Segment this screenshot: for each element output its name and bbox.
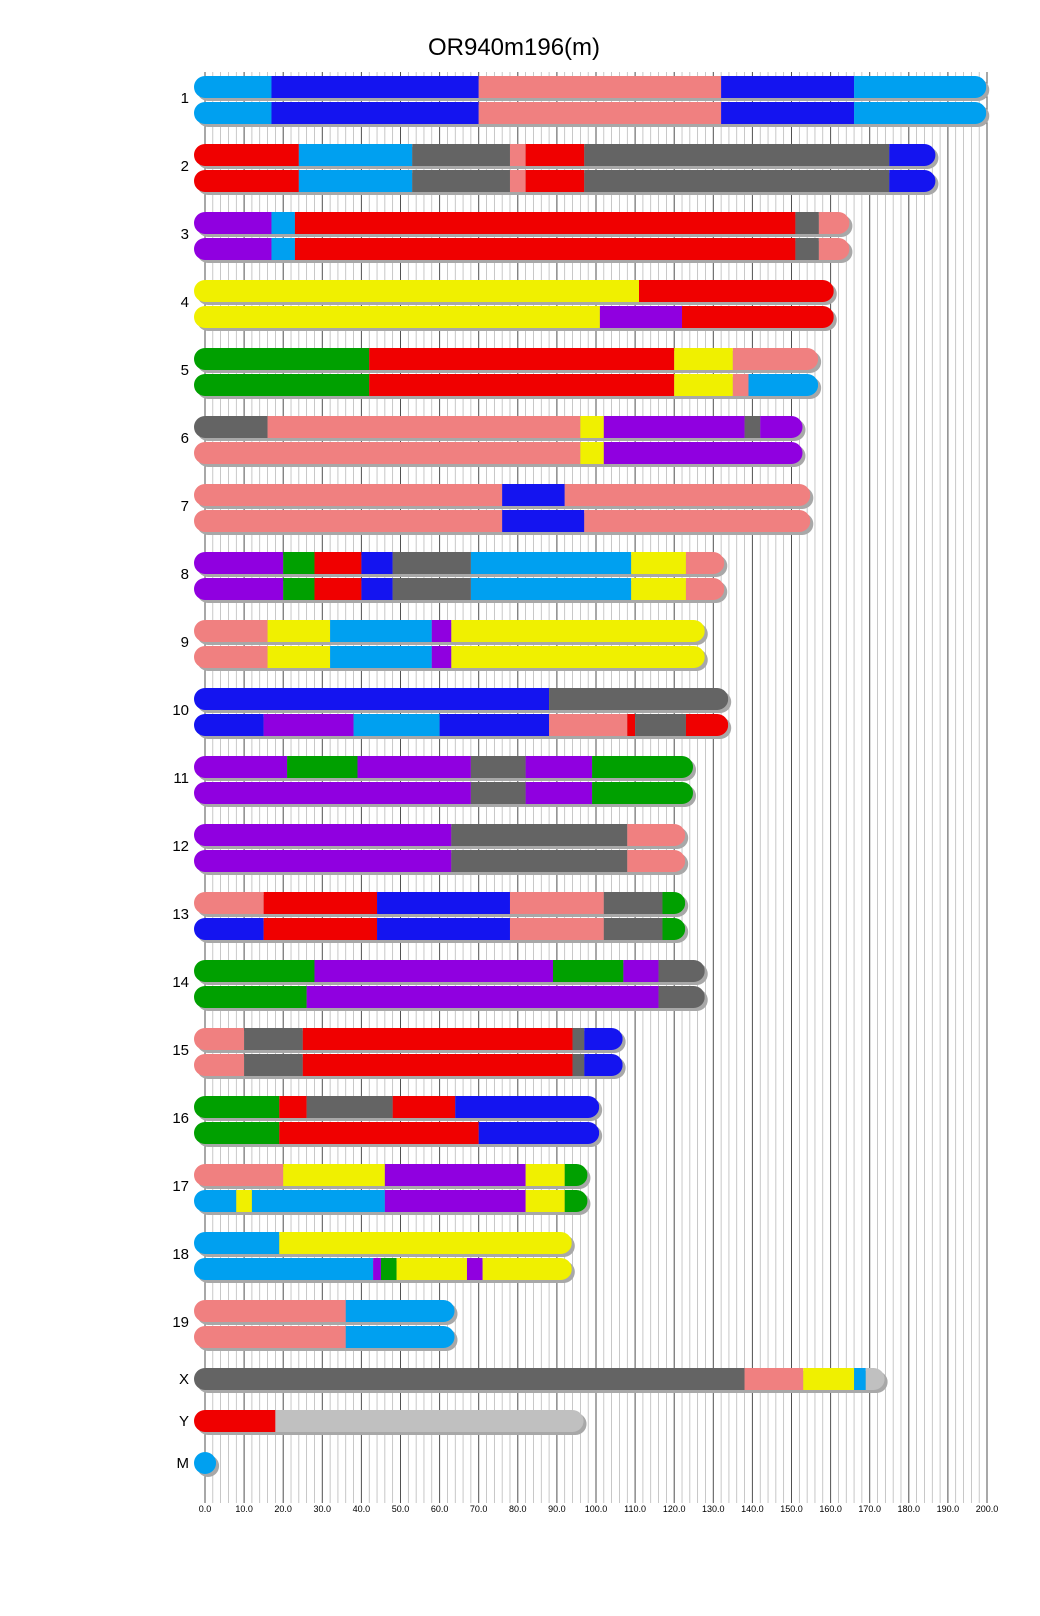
segment-yellow xyxy=(674,348,733,370)
x-tick-label: 100.0 xyxy=(584,1504,608,1514)
segment-purple xyxy=(194,850,451,872)
segment-gray xyxy=(307,1096,393,1118)
segment-blue xyxy=(889,170,935,192)
x-tick-label: 130.0 xyxy=(702,1504,725,1514)
segment-lightblue xyxy=(194,1452,216,1474)
x-tick-label: 110.0 xyxy=(624,1504,647,1514)
segment-pink xyxy=(627,824,685,846)
segment-red xyxy=(279,1096,306,1118)
haplotype-bar xyxy=(194,306,834,328)
segment-yellow xyxy=(236,1190,252,1212)
chromosome-18 xyxy=(172,1232,574,1283)
haplotype-bar xyxy=(194,1368,885,1390)
segment-yellow xyxy=(283,1164,385,1186)
segment-gray xyxy=(659,960,705,982)
segment-green xyxy=(662,892,685,914)
haplotype-bar xyxy=(194,1300,455,1322)
segment-purple xyxy=(432,646,452,668)
haplotype-bar xyxy=(194,850,685,872)
segment-pink xyxy=(686,578,724,600)
haplotype-bar xyxy=(194,960,705,982)
segment-gray xyxy=(393,552,471,574)
segment-lightblue xyxy=(330,646,432,668)
segment-pink xyxy=(194,646,268,668)
segment-gray xyxy=(412,170,510,192)
segment-pink xyxy=(510,170,526,192)
segment-lightblue xyxy=(854,1368,866,1390)
segment-gray xyxy=(393,578,471,600)
haplotype-bar xyxy=(194,280,834,302)
haplotype-bar xyxy=(194,646,705,668)
segment-green xyxy=(592,756,693,778)
x-tick-label: 20.0 xyxy=(274,1504,292,1514)
segment-lightblue xyxy=(748,374,818,396)
segment-purple xyxy=(194,756,287,778)
segment-red xyxy=(526,144,585,166)
x-tick-label: 40.0 xyxy=(352,1504,371,1514)
segment-gray xyxy=(471,756,526,778)
chromosome-8 xyxy=(181,552,728,603)
chart-title: OR940m196(m) xyxy=(427,34,601,61)
segment-blue xyxy=(194,688,549,710)
segment-gray xyxy=(584,144,889,166)
segment-blue xyxy=(271,76,478,98)
segment-blue xyxy=(721,102,854,124)
segment-purple xyxy=(314,960,553,982)
x-tick-label: 120.0 xyxy=(662,1504,686,1514)
x-tick-label: 10.0 xyxy=(235,1504,253,1514)
chromosome-Y xyxy=(179,1410,587,1435)
segment-red xyxy=(295,238,795,260)
chromosome-label: 19 xyxy=(172,1314,189,1331)
chromosome-label: 10 xyxy=(172,702,189,719)
x-tick-label: 150.0 xyxy=(780,1504,803,1514)
segment-purple xyxy=(194,552,283,574)
segment-gray xyxy=(795,238,818,260)
segment-green xyxy=(283,578,314,600)
chromosome-3 xyxy=(181,212,853,263)
segment-gray xyxy=(745,416,761,438)
segment-gray xyxy=(451,850,627,872)
segment-pink xyxy=(584,510,810,532)
segment-pink xyxy=(194,620,268,642)
segment-red xyxy=(627,714,635,736)
haplotype-bar xyxy=(194,824,685,846)
haplotype-bar xyxy=(194,1326,455,1348)
chromosome-label: 11 xyxy=(173,770,189,787)
segment-yellow xyxy=(631,552,686,574)
segment-lightblue xyxy=(471,552,631,574)
segment-yellow xyxy=(451,620,704,642)
segment-gray xyxy=(584,170,889,192)
chromosome-label: 9 xyxy=(180,634,189,651)
segment-lightblue xyxy=(194,1232,279,1254)
chromosome-label: 18 xyxy=(172,1246,189,1263)
chromosome-label: 13 xyxy=(172,906,189,923)
segment-lightblue xyxy=(354,714,440,736)
segment-purple xyxy=(194,212,271,234)
segment-blue xyxy=(502,484,565,506)
segment-blue xyxy=(271,102,478,124)
haplotype-bar xyxy=(194,1452,216,1474)
chromosome-label: 4 xyxy=(180,294,189,311)
segment-gray xyxy=(194,416,268,438)
x-tick-label: 160.0 xyxy=(819,1504,842,1514)
segment-blue xyxy=(502,510,584,532)
segment-green xyxy=(194,1096,279,1118)
segment-pink xyxy=(819,212,850,234)
segment-red xyxy=(639,280,834,302)
segment-purple xyxy=(385,1164,526,1186)
segment-pink xyxy=(194,1326,346,1348)
chromosome-10 xyxy=(172,688,731,739)
haplotype-bar xyxy=(194,986,705,1008)
chromosome-1 xyxy=(181,76,990,127)
segment-lightblue xyxy=(252,1190,385,1212)
x-tick-label: 180.0 xyxy=(897,1504,921,1514)
chromosome-label: 12 xyxy=(172,838,189,855)
chromosome-label: 1 xyxy=(180,90,189,107)
segment-pink xyxy=(745,1368,804,1390)
haplotype-bar xyxy=(194,1122,599,1144)
segment-purple xyxy=(604,416,745,438)
segment-yellow xyxy=(194,306,600,328)
segment-purple xyxy=(604,442,803,464)
segment-red xyxy=(682,306,834,328)
segment-lightblue xyxy=(471,578,631,600)
segment-red xyxy=(393,1096,456,1118)
haplotype-bar xyxy=(194,688,728,710)
segment-green xyxy=(662,918,685,940)
x-tick-label: 30.0 xyxy=(313,1504,332,1514)
segment-yellow xyxy=(483,1258,572,1280)
segment-pink xyxy=(268,416,581,438)
haplotype-bar xyxy=(194,144,935,166)
segment-yellow xyxy=(451,646,704,668)
segment-lightblue xyxy=(194,102,271,124)
x-tick-label: 140.0 xyxy=(741,1504,764,1514)
segment-lightblue xyxy=(299,170,412,192)
segment-red xyxy=(303,1028,573,1050)
segment-blue xyxy=(889,144,935,166)
segment-gray xyxy=(194,1368,745,1390)
x-axis xyxy=(199,1504,999,1514)
haplotype-bar xyxy=(194,76,986,98)
segment-purple xyxy=(194,578,283,600)
segment-pink xyxy=(733,348,818,370)
chromosome-5 xyxy=(181,348,821,399)
segment-green xyxy=(194,348,369,370)
haplotype-bar xyxy=(194,416,803,438)
segment-blue xyxy=(721,76,854,98)
segment-yellow xyxy=(580,442,603,464)
chromosome-4 xyxy=(181,280,837,331)
segment-lightblue xyxy=(271,212,294,234)
segment-red xyxy=(194,144,299,166)
segment-gray xyxy=(573,1054,585,1076)
segment-purple xyxy=(760,416,802,438)
segment-green xyxy=(194,986,307,1008)
chromosome-label: 17 xyxy=(172,1178,189,1195)
segment-pink xyxy=(510,144,526,166)
segment-yellow xyxy=(268,620,331,642)
chromosome-label: 3 xyxy=(180,226,189,243)
segment-pink xyxy=(479,76,721,98)
haplotype-bar xyxy=(194,1232,572,1254)
segment-gray xyxy=(244,1028,303,1050)
segment-red xyxy=(686,714,728,736)
segment-pink xyxy=(194,1300,346,1322)
haplotype-bar xyxy=(194,238,849,260)
haplotype-bar xyxy=(194,170,935,192)
segment-purple xyxy=(357,756,470,778)
haplotype-bar xyxy=(194,1096,599,1118)
chromosome-19 xyxy=(172,1300,457,1351)
segment-lightblue xyxy=(346,1326,455,1348)
segment-pink xyxy=(194,1164,283,1186)
chromosome-6 xyxy=(181,416,806,467)
segment-blue xyxy=(584,1028,622,1050)
chromosome-12 xyxy=(172,824,688,875)
segment-gray xyxy=(451,824,627,846)
haplotype-bar xyxy=(194,442,803,464)
chromosome-13 xyxy=(172,892,688,943)
segment-gray xyxy=(604,918,663,940)
segment-blue xyxy=(377,892,510,914)
haplotype-bar xyxy=(194,1028,623,1050)
segment-purple xyxy=(526,782,592,804)
segment-pink xyxy=(627,850,685,872)
haplotype-bar xyxy=(194,620,705,642)
segment-green xyxy=(553,960,623,982)
segment-red xyxy=(264,918,377,940)
segment-pink xyxy=(819,238,850,260)
segment-blue xyxy=(479,1122,599,1144)
segment-green xyxy=(565,1164,588,1186)
segment-gray xyxy=(244,1054,303,1076)
haplotype-bar xyxy=(194,1410,584,1432)
segment-gray xyxy=(549,688,728,710)
segment-green xyxy=(194,1122,279,1144)
segment-purple xyxy=(385,1190,526,1212)
chromosome-label: 2 xyxy=(180,158,189,175)
segment-yellow xyxy=(279,1232,572,1254)
x-tick-label: 90.0 xyxy=(548,1504,566,1514)
segment-gray xyxy=(635,714,686,736)
segment-yellow xyxy=(803,1368,854,1390)
haplotype-bar xyxy=(194,756,693,778)
segment-red xyxy=(303,1054,573,1076)
chromosome-label: 5 xyxy=(180,362,189,379)
segment-pink xyxy=(733,374,749,396)
segment-yellow xyxy=(526,1190,565,1212)
haplotype-bar xyxy=(194,484,810,506)
segment-lightblue xyxy=(194,1190,236,1212)
haplotype-bar xyxy=(194,510,810,532)
chromosome-17 xyxy=(172,1164,590,1215)
segment-red xyxy=(314,578,361,600)
segment-gray xyxy=(471,782,526,804)
segment-pink xyxy=(686,552,724,574)
segment-green xyxy=(381,1258,397,1280)
segment-purple xyxy=(600,306,682,328)
chromosome-label: 14 xyxy=(172,974,189,991)
segment-gray xyxy=(412,144,510,166)
chromosome-label: 6 xyxy=(180,430,189,447)
segment-green xyxy=(194,374,369,396)
segment-purple xyxy=(467,1258,483,1280)
chromosome-label: 16 xyxy=(172,1110,189,1127)
segment-red xyxy=(194,170,299,192)
segment-green xyxy=(565,1190,588,1212)
segment-lightblue xyxy=(194,1258,373,1280)
segment-blue xyxy=(440,714,549,736)
segment-green xyxy=(283,552,314,574)
haplotype-bar xyxy=(194,374,818,396)
segment-blue xyxy=(194,714,264,736)
haplotype-bar xyxy=(194,1258,572,1280)
haplotype-bar xyxy=(194,578,724,600)
segment-purple xyxy=(194,238,271,260)
segment-lightgray xyxy=(275,1410,583,1432)
chromosome-15 xyxy=(172,1028,625,1079)
segment-lightblue xyxy=(854,76,986,98)
haplotype-bar xyxy=(194,102,986,124)
chromosome-2 xyxy=(181,144,939,195)
chromosome-label: Y xyxy=(178,1413,189,1430)
segment-pink xyxy=(565,484,811,506)
segment-purple xyxy=(623,960,658,982)
chromosome-M xyxy=(177,1452,220,1477)
segment-purple xyxy=(307,986,659,1008)
segment-pink xyxy=(194,510,502,532)
segment-blue xyxy=(584,1054,622,1076)
segment-pink xyxy=(194,442,580,464)
segment-gray xyxy=(604,892,663,914)
segment-gray xyxy=(795,212,818,234)
x-tick-label: 70.0 xyxy=(469,1504,488,1514)
segment-pink xyxy=(479,102,721,124)
segment-red xyxy=(314,552,361,574)
x-tick-label: 50.0 xyxy=(391,1504,410,1514)
segment-red xyxy=(279,1122,478,1144)
haplotype-bar xyxy=(194,918,685,940)
segment-blue xyxy=(361,578,392,600)
segment-lightblue xyxy=(346,1300,455,1322)
segment-gray xyxy=(573,1028,585,1050)
segment-lightblue xyxy=(854,102,986,124)
x-tick-label: 60.0 xyxy=(430,1504,449,1514)
x-tick-label: 170.0 xyxy=(858,1504,881,1514)
haplotype-bar xyxy=(194,782,693,804)
segment-pink xyxy=(194,1028,244,1050)
segment-lightblue xyxy=(194,76,271,98)
segment-yellow xyxy=(631,578,686,600)
haplotype-bar xyxy=(194,714,728,736)
segment-yellow xyxy=(674,374,733,396)
segment-lightblue xyxy=(271,238,294,260)
segment-yellow xyxy=(194,280,639,302)
segment-red xyxy=(526,170,585,192)
segment-yellow xyxy=(526,1164,565,1186)
chromosome-16 xyxy=(172,1096,602,1147)
segment-pink xyxy=(549,714,627,736)
segment-yellow xyxy=(268,646,331,668)
chromosome-label: 8 xyxy=(180,566,189,583)
segment-purple xyxy=(526,756,592,778)
segment-blue xyxy=(361,552,392,574)
x-tick-label: 200.0 xyxy=(975,1504,999,1514)
segment-pink xyxy=(510,892,604,914)
chromosome-rows xyxy=(172,76,989,1477)
segment-gray xyxy=(659,986,705,1008)
chromosome-label: X xyxy=(178,1371,189,1388)
segment-lightblue xyxy=(330,620,432,642)
x-tick-label: 0.0 xyxy=(198,1504,212,1514)
segment-blue xyxy=(377,918,510,940)
segment-green xyxy=(194,960,314,982)
segment-purple xyxy=(194,824,451,846)
segment-blue xyxy=(194,918,264,940)
chromosome-label: 7 xyxy=(180,498,189,515)
segment-green xyxy=(592,782,693,804)
haplotype-bar xyxy=(194,348,818,370)
segment-yellow xyxy=(580,416,603,438)
segment-purple xyxy=(194,782,471,804)
segment-green xyxy=(287,756,357,778)
segment-purple xyxy=(432,620,452,642)
segment-blue xyxy=(455,1096,599,1118)
haplotype-bar xyxy=(194,1054,623,1076)
haplotype-bar xyxy=(194,1164,587,1186)
x-tick-label: 80.0 xyxy=(509,1504,527,1514)
haplotype-bar xyxy=(194,892,685,914)
segment-pink xyxy=(194,892,264,914)
chromosome-label: 15 xyxy=(172,1042,189,1059)
segment-lightblue xyxy=(299,144,412,166)
chromosome-label: M xyxy=(176,1455,189,1472)
segment-red xyxy=(369,348,674,370)
segment-pink xyxy=(194,484,502,506)
haplotype-bar xyxy=(194,552,724,574)
segment-purple xyxy=(264,714,354,736)
segment-red xyxy=(369,374,674,396)
haplotype-bar xyxy=(194,212,849,234)
segment-red xyxy=(264,892,377,914)
segment-pink xyxy=(194,1054,244,1076)
segment-pink xyxy=(510,918,604,940)
x-tick-label: 190.0 xyxy=(936,1504,960,1514)
segment-red xyxy=(194,1410,275,1432)
segment-red xyxy=(295,212,795,234)
chromosome-X xyxy=(179,1368,888,1393)
segment-yellow xyxy=(397,1258,467,1280)
haplotype-bar xyxy=(194,1190,587,1212)
segment-purple xyxy=(373,1258,381,1280)
